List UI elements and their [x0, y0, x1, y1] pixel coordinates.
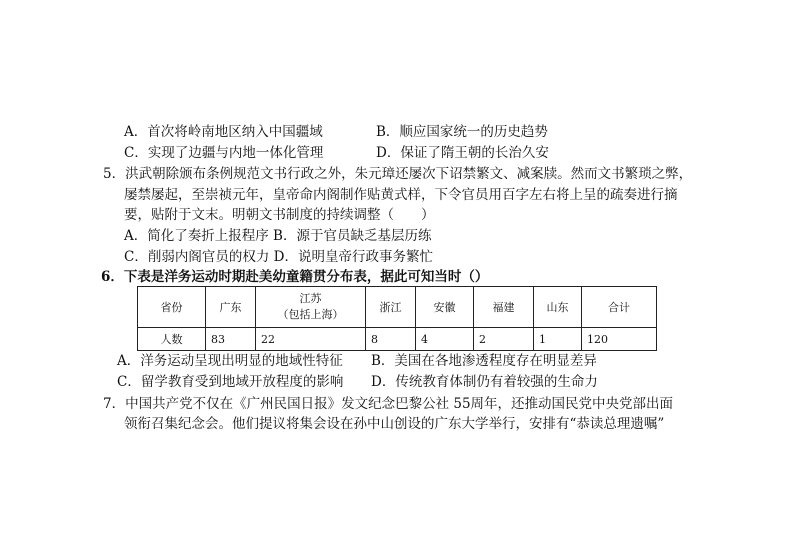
q6-option-a: A．洋务运动呈现出明显的地域性特征 [117, 353, 343, 369]
header-jiangsu [256, 287, 366, 328]
cell-jiangsu: 22 [256, 328, 366, 351]
q6-stem: 6．下表是洋务运动时期赴美幼童籍贯分布表，据此可知当时（） [101, 269, 489, 285]
cell-fujian: 2 [474, 328, 534, 351]
q7-stem-line-2: 领衔召集纪念会。他们提议将集会设在孙中山创设的广东大学举行，安排有“恭读总理遗嘱” [124, 416, 665, 432]
q5-stem-line-3: 要，贴附于文末。明朝文书制度的持续调整（ ） [124, 207, 435, 223]
q4-option-c: C．实现了边疆与内地一体化管理 [124, 145, 324, 161]
header-total: 合计 [582, 287, 657, 328]
table-row [138, 328, 657, 351]
q4-option-a: A．首次将岭南地区纳入中国疆域 [124, 124, 323, 140]
q4-option-d: D．保证了隋王朝的长治久安 [376, 145, 549, 161]
header-province: 省份 [138, 287, 206, 328]
header-anhui: 安徽 [416, 287, 474, 328]
q5-stem-line-2: 屡禁屡起，至崇祯元年，皇帝命内阁制作贴黄式样，下令官员用百字左右将上呈的疏奏进行摘 [124, 187, 678, 203]
q4-option-b: B．顺应国家统一的历史趋势 [376, 124, 548, 140]
cell-zhejiang: 8 [366, 328, 416, 351]
cell-total: 120 [582, 328, 657, 351]
table-header-row [138, 287, 657, 328]
q5-options-ab: A．简化了奏折上报程序 B．源于官员缺乏基层历练 [124, 228, 432, 244]
q5-stem-line-1: 5．洪武朝除颁布条例规范文书行政之外，朱元璋还屡次下诏禁繁文、减案牍。然而文书繁琐之弊， [103, 166, 693, 182]
q6-option-b: B．美国在各地渗透程度存在明显差异 [371, 353, 597, 369]
header-zhejiang: 浙江 [366, 287, 416, 328]
cell-anhui: 4 [416, 328, 474, 351]
students-distribution-table [137, 286, 657, 351]
row-label: 人数 [138, 328, 206, 351]
header-shandong: 山东 [534, 287, 582, 328]
q5-options-cd: C．削弱内阁官员的权力 D．说明皇帝行政事务繁忙 [124, 249, 433, 265]
q7-stem-line-1: 7．中国共产党不仅在《广州民国日报》发文纪念巴黎公社 55周年，还推动国民党中央党部出面 [103, 396, 674, 412]
header-jiangsu-name: 江苏 [299, 292, 322, 305]
q6-option-d: D．传统教育体制仍有着较强的生命力 [371, 374, 598, 390]
header-jiangsu-note: （包括上海） [277, 308, 344, 321]
cell-shandong: 1 [534, 328, 582, 351]
cell-guangdong: 83 [206, 328, 256, 351]
header-guangdong: 广东 [206, 287, 256, 328]
header-fujian: 福建 [474, 287, 534, 328]
q6-option-c: C．留学教育受到地域开放程度的影响 [117, 374, 344, 390]
